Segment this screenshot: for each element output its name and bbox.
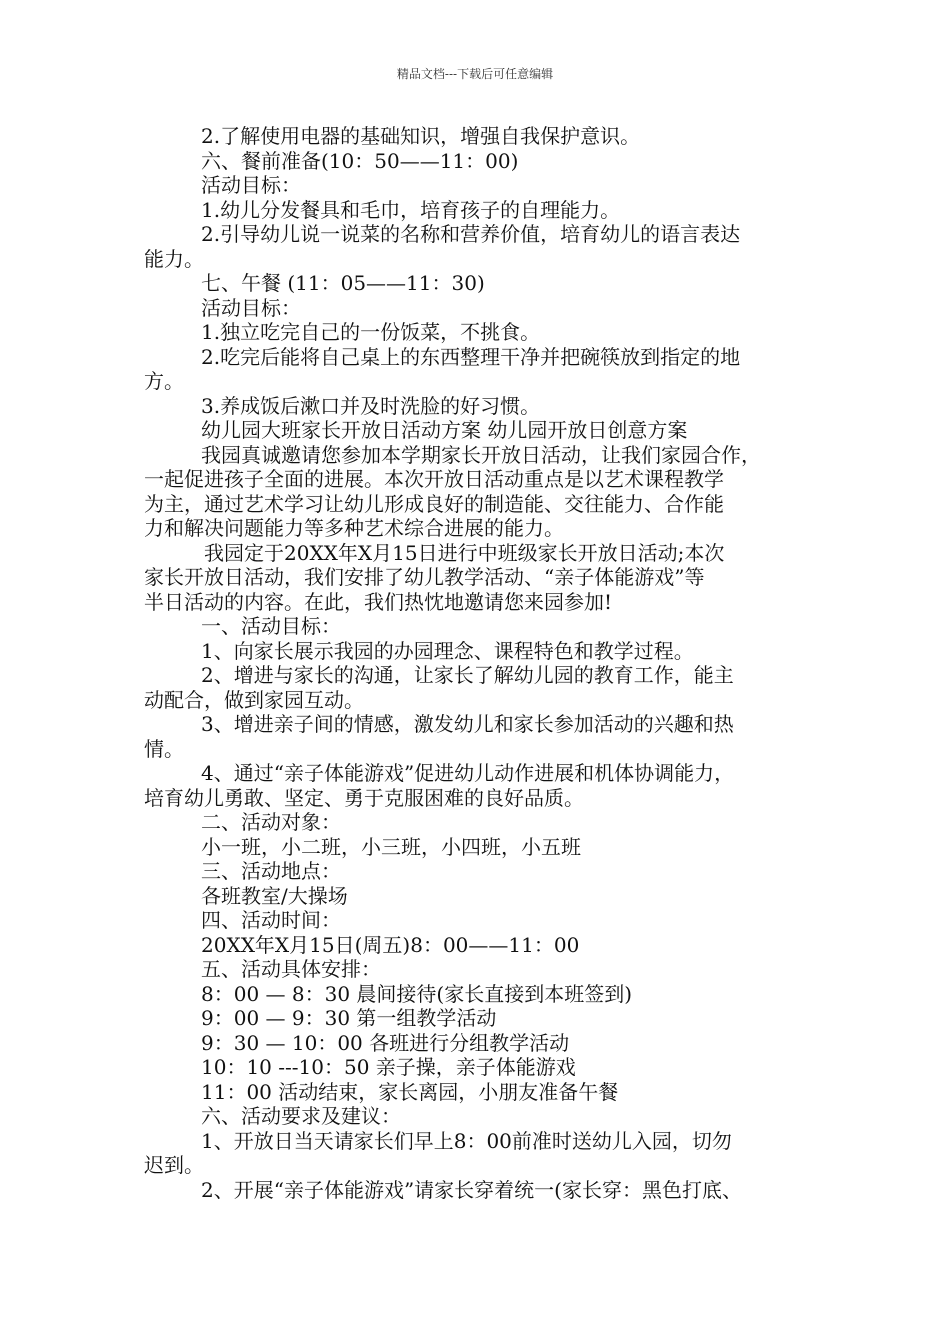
text-line: 各班教室/大操场 [201, 883, 348, 908]
text-line: 3、增进亲子间的情感，激发幼儿和家长参加活动的兴趣和热 [201, 712, 734, 736]
text-line: 半日活动的内容。在此，我们热忱地邀请您来园参加! [144, 589, 613, 614]
text-line: 一、活动目标： [201, 614, 341, 638]
text-line: 活动目标： [201, 173, 301, 197]
text-line: 五、活动具体安排： [201, 957, 381, 981]
text-line: 方。 [144, 369, 184, 393]
text-line: 六、活动要求及建议： [201, 1104, 401, 1128]
document-body [144, 124, 824, 1202]
text-line: 20XX年X月15日(周五)8：00——11：00 [201, 932, 580, 957]
text-line: 1.幼儿分发餐具和毛巾，培育孩子的自理能力。 [201, 197, 621, 222]
text-line: 我园真诚邀请您参加本学期家长开放日活动，让我们家园合作， [201, 442, 761, 467]
text-line: 情。 [144, 736, 184, 761]
text-line: 1.独立吃完自己的一份饭菜，不挑食。 [201, 320, 541, 344]
text-line: 七、午餐 (11：05——11：30) [201, 271, 485, 295]
text-line: 4、通过“亲子体能游戏”促进幼儿动作进展和机体协调能力， [201, 761, 735, 785]
text-line: 我园定于20XX年X月15日进行中班级家长开放日活动;本次 [204, 540, 725, 565]
text-line: 3.养成饭后漱口并及时洗脸的好习惯。 [201, 393, 541, 418]
text-line: 能力。 [144, 246, 204, 271]
text-line: 培育幼儿勇敢、坚定、勇于克服困难的良好品质。 [144, 785, 584, 810]
text-line: 为主，通过艺术学习让幼儿形成良好的制造能、交往能力、合作能 [144, 491, 724, 516]
text-line: 力和解决问题能力等多种艺术综合进展的能力。 [144, 516, 564, 540]
text-line: 动配合，做到家园互动。 [144, 687, 364, 712]
text-line: 2、开展“亲子体能游戏”请家长穿着统一(家长穿：黑色打底、 [201, 1177, 742, 1202]
text-line: 9：30 — 10：00 各班进行分组教学活动 [201, 1030, 570, 1055]
text-line: 三、活动地点： [201, 859, 341, 883]
text-line: 2.吃完后能将自己桌上的东西整理干净并把碗筷放到指定的地 [201, 344, 741, 369]
text-line: 活动目标： [201, 295, 301, 320]
text-line: 2.引导幼儿说一说菜的名称和营养价值，培育幼儿的语言表达 [201, 222, 741, 246]
text-line: 迟到。 [144, 1153, 204, 1177]
page-header: 精品文档---下载后可任意编辑 [396, 67, 554, 81]
text-line: 11：00 活动结束，家长离园，小朋友准备午餐 [201, 1079, 619, 1104]
text-line: 小一班，小二班，小三班，小四班，小五班 [201, 834, 581, 859]
text-line: 1、向家长展示我园的办园理念、课程特色和教学过程。 [201, 638, 694, 663]
text-line: 幼儿园大班家长开放日活动方案 幼儿园开放日创意方案 [201, 418, 688, 442]
text-line: 2、增进与家长的沟通，让家长了解幼儿园的教育工作，能主 [201, 663, 734, 687]
text-line: 2.了解使用电器的基础知识，增强自我保护意识。 [201, 124, 641, 148]
text-line: 二、活动对象： [201, 810, 341, 834]
text-line: 1、开放日当天请家长们早上8：00前准时送幼儿入园，切勿 [201, 1128, 732, 1153]
text-line: 10：10 ---10：50 亲子操，亲子体能游戏 [201, 1055, 576, 1079]
text-line: 家长开放日活动，我们安排了幼儿教学活动、“亲子体能游戏”等 [144, 565, 705, 589]
text-line: 9：00 — 9：30 第一组教学活动 [201, 1006, 497, 1030]
text-line: 四、活动时间： [201, 908, 341, 932]
text-line: 8：00 — 8：30 晨间接待(家长直接到本班签到) [201, 981, 633, 1006]
text-line: 六、餐前准备(10：50——11：00) [201, 148, 519, 173]
text-line: 一起促进孩子全面的进展。本次开放日活动重点是以艺术课程教学 [144, 467, 724, 491]
